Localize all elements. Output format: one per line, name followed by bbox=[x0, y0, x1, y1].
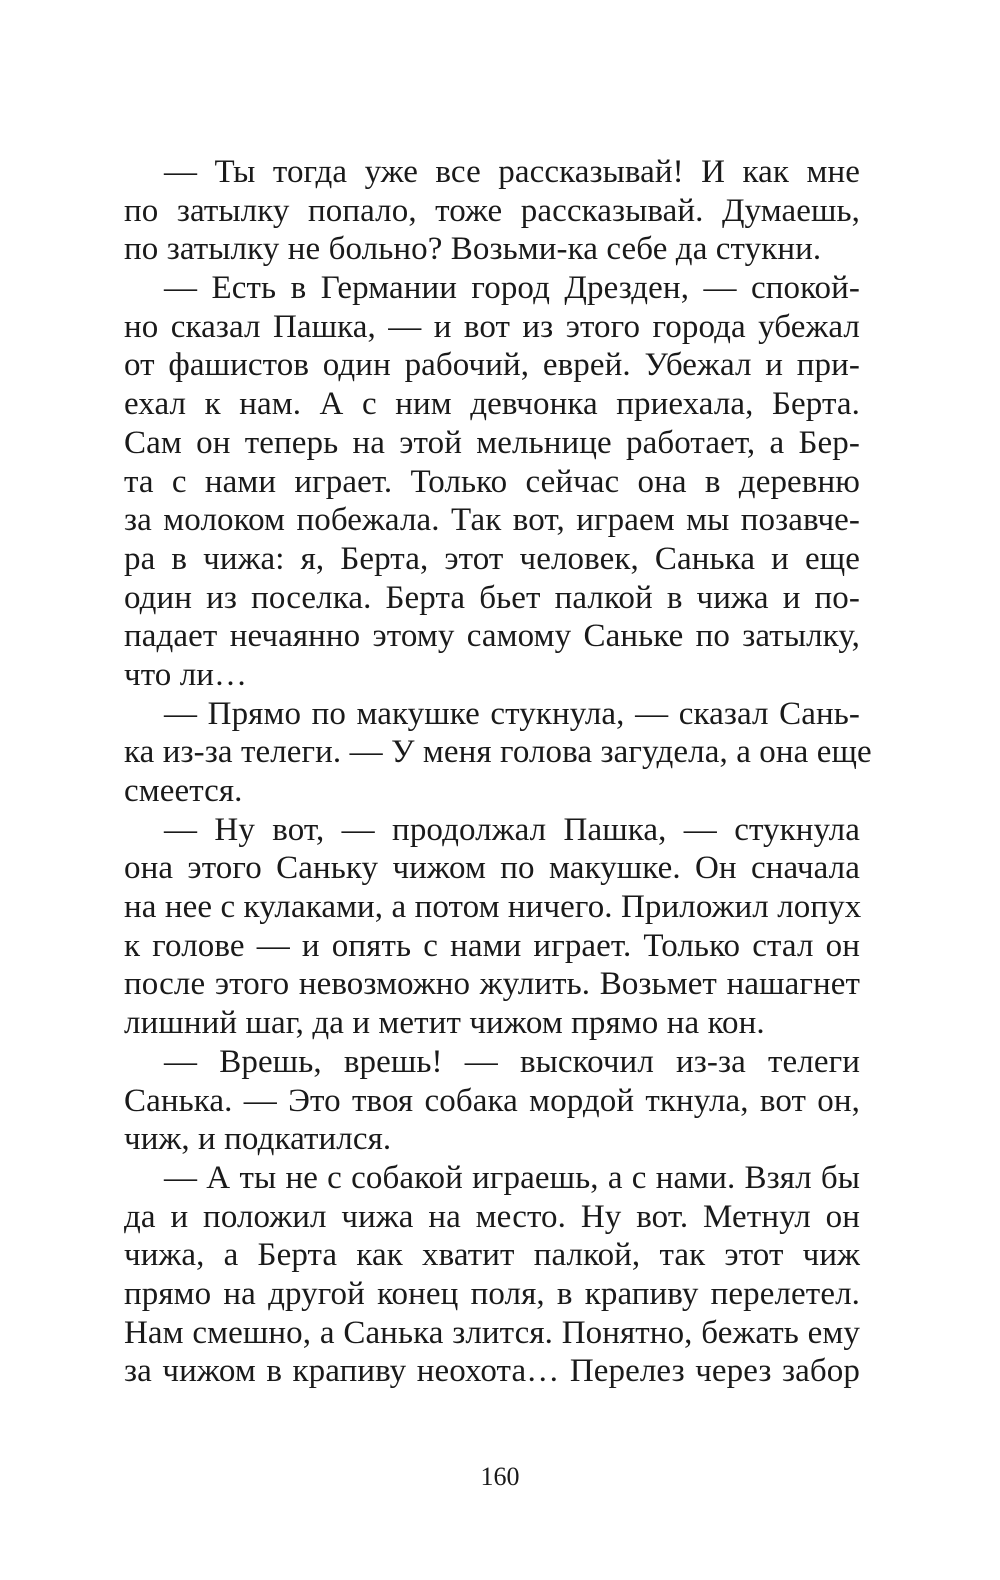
text-line: — Прямо по макушке стукнула, — сказал Сань- bbox=[164, 695, 860, 732]
text-line: за молоком побежала. Так вот, играем мы позавче- bbox=[124, 502, 860, 539]
text-line: та с нами играет. Только сейчас она в деревню bbox=[124, 463, 860, 500]
text-line: она этого Саньку чижом по макушке. Он сначала bbox=[124, 850, 860, 887]
text-line: на нее с кулаками, а потом ничего. Приложил лопух bbox=[124, 889, 862, 926]
text-line: Нам смешно, а Санька злится. Понятно, бежать ему bbox=[124, 1314, 860, 1351]
text-line: по затылку попало, тоже рассказывай. Думаешь, bbox=[124, 192, 860, 229]
text-line: ехал к нам. А с ним девчонка приехала, Берта. bbox=[124, 386, 860, 423]
text-line: смеется. bbox=[124, 773, 243, 809]
text-line: что ли… bbox=[124, 656, 248, 693]
text-line: да и положил чижа на место. Ну вот. Метнул он bbox=[124, 1198, 860, 1235]
text-line: но сказал Пашка, — и вот из этого города убежал bbox=[124, 308, 860, 345]
text-line: — Врешь, врешь! — выскочил из-за телеги bbox=[164, 1043, 860, 1080]
text-line: — Ну вот, — продолжал Пашка, — стукнула bbox=[164, 811, 860, 848]
text-line: — Ты тогда уже все рассказывай! И как мне bbox=[164, 154, 860, 190]
text-line: от фашистов один рабочий, еврей. Убежал и при- bbox=[124, 347, 860, 384]
text-line: один из поселка. Берта бьет палкой в чижа и по- bbox=[124, 579, 860, 616]
text-line: лишний шаг, да и метит чижом прямо на кон. bbox=[124, 1005, 765, 1042]
text-line: падает нечаянно этому самому Саньке по затылку, bbox=[124, 618, 860, 655]
text-line: прямо на другой конец поля, в крапиву перелетел. bbox=[124, 1275, 860, 1312]
text-line: — Есть в Германии город Дрезден, — спокой- bbox=[164, 270, 860, 307]
text-line: чижа, а Берта как хватит палкой, так этот чиж bbox=[124, 1237, 860, 1274]
text-line: Санька. — Это твоя собака мордой ткнула, вот он, bbox=[124, 1082, 860, 1119]
book-page-text bbox=[124, 153, 872, 1391]
text-line: чиж, и подкатился. bbox=[124, 1121, 392, 1158]
text-line: Сам он теперь на этой мельнице работает, а Бер- bbox=[124, 424, 860, 461]
text-line: за чижом в крапиву неохота… Перелез через забор bbox=[124, 1353, 860, 1390]
text-line: ка из-за телеги. — У меня голова загудела, а она еще bbox=[124, 734, 872, 771]
text-line: ра в чижа: я, Берта, этот человек, Санька и еще bbox=[124, 540, 860, 577]
text-line: после этого невозможно жулить. Возьмет нашагнет bbox=[124, 966, 860, 1003]
page-number: 160 bbox=[480, 1462, 520, 1491]
text-line: — А ты не с собакой играешь, а с нами. Взял бы bbox=[164, 1159, 860, 1196]
text-line: к голове — и опять с нами играет. Только стал он bbox=[124, 927, 860, 964]
text-line: по затылку не больно? Возьми-ка себе да стукни. bbox=[124, 231, 822, 268]
